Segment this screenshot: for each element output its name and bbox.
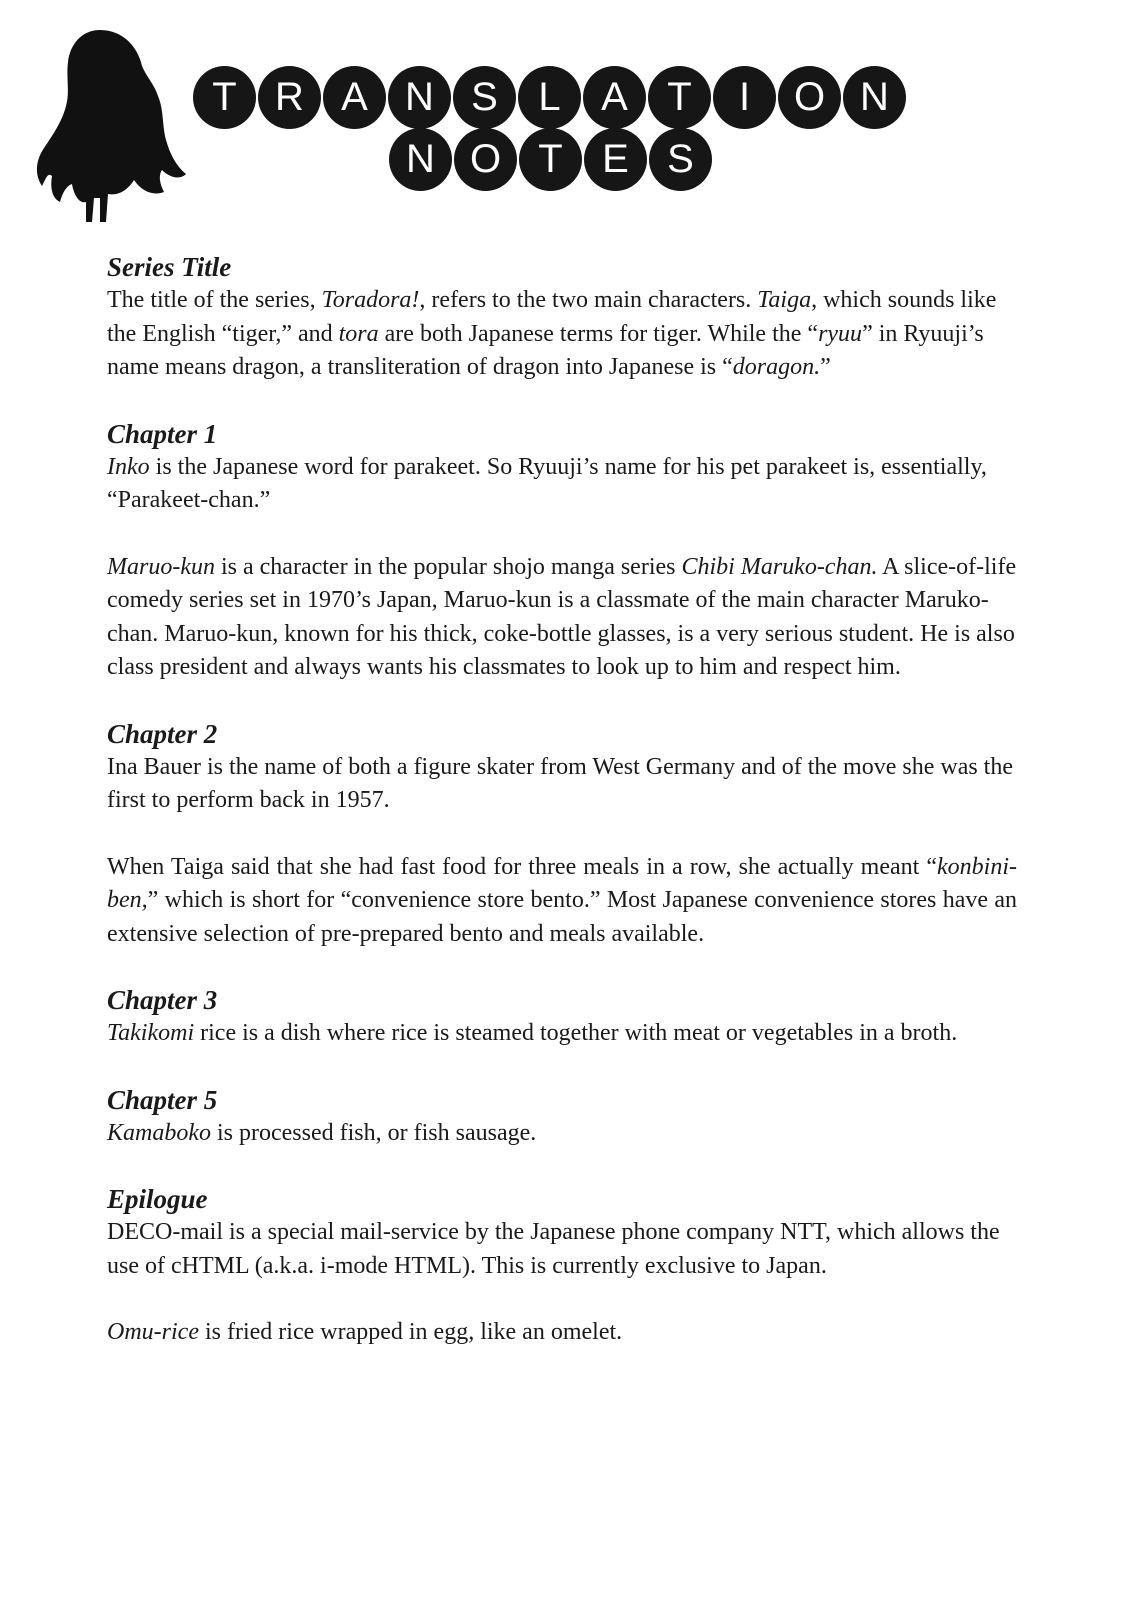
note-paragraph [107, 451, 1017, 518]
text-run: ” in Ryuuji’s name means dragon, a transliteration of dragon into Japanese is “ [107, 320, 984, 380]
note-section [107, 250, 1017, 385]
title-letter-circle: A [323, 66, 386, 129]
text-run: When Taiga said that she had fast food for three meals in a row, she actually meant “ [107, 853, 938, 880]
title-letter-circle: T [193, 66, 256, 129]
section-heading: Series Title [107, 252, 232, 282]
italic-term: Toradora! [321, 287, 420, 313]
text-run: are both Japanese terms for tiger. While the “ [378, 320, 819, 347]
text-run: ” [820, 354, 831, 380]
title-letter-circle: E [584, 128, 647, 191]
note-paragraph [107, 284, 1017, 385]
italic-term: Taiga, [757, 287, 818, 313]
note-section [107, 1083, 1017, 1151]
italic-term: Maruo-kun [107, 553, 215, 580]
title-letter-circle: R [258, 66, 321, 129]
note-paragraph [107, 1017, 1017, 1051]
title-letter-circle: N [389, 128, 452, 191]
notes-content [107, 250, 1017, 1382]
italic-term: ryuu [818, 320, 863, 347]
italic-term: Inko [107, 453, 150, 480]
italic-term: Takikomi [107, 1020, 195, 1046]
title-letter-circle: N [388, 66, 451, 129]
italic-term: Chibi Maruko-chan. [681, 553, 878, 580]
section-heading: Epilogue [107, 1184, 208, 1214]
title-letter-circle: O [778, 66, 841, 129]
section-heading: Chapter 2 [107, 718, 218, 749]
note-paragraph [107, 1316, 1017, 1350]
note-section [107, 983, 1017, 1051]
text-run: which sounds like the English “tiger,” and [107, 287, 997, 347]
italic-term: doragon. [732, 354, 821, 380]
title-letter-circle: O [454, 128, 517, 191]
title-letter-circle: T [648, 66, 711, 129]
title-letter-circle: I [713, 66, 776, 129]
italic-term: Kamaboko [107, 1119, 211, 1146]
text-run: is fried rice wrapped in egg, like an omelet. [198, 1319, 623, 1345]
italic-term: tora [338, 320, 379, 347]
note-section [107, 1182, 1017, 1350]
note-section [107, 417, 1017, 685]
italic-term: Omu-rice [107, 1319, 199, 1345]
italic-term: konbini-ben, [107, 853, 1017, 913]
note-paragraph [107, 551, 1017, 685]
title-notes [389, 128, 712, 191]
text-run: rice is a dish where rice is steamed together with meat or vegetables in a broth. [194, 1020, 958, 1046]
title-letter-circle: T [519, 128, 582, 191]
section-heading: Chapter 1 [107, 418, 218, 449]
text-run: A slice-of-life comedy series set in 1970’s Japan, Maruo-kun is a classmate of the main character Maruko-chan. Maruo-kun, known for his thick, coke-bottle glasses, is a very serious student. He is also class president and always wants his classmates to look up to him and respect him. [107, 553, 1017, 680]
title-letter-circle: L [518, 66, 581, 129]
text-run: is the Japanese word for parakeet. So Ryuuji’s name for his pet parakeet is, essentially, “Parakeet-chan.” [107, 453, 987, 513]
character-silhouette-icon [30, 26, 190, 222]
note-section [107, 717, 1017, 952]
text-run: is processed fish, or fish sausage. [211, 1119, 537, 1146]
section-heading: Chapter 5 [107, 1084, 218, 1115]
section-heading: Chapter 3 [107, 985, 218, 1015]
note-paragraph [107, 751, 1017, 818]
text-run: is a character in the popular shojo manga series [214, 553, 682, 580]
note-paragraph [107, 1117, 1017, 1151]
title-letter-circle: A [583, 66, 646, 129]
title-letter-circle: S [649, 128, 712, 191]
note-paragraph [107, 851, 1017, 952]
title-letter-circle: S [453, 66, 516, 129]
text-run: DECO-mail is a special mail-service by the Japanese phone company NTT, which allows the use of cHTML (a.k.a. i-mode HTML). This is currently exclusive to Japan. [107, 1219, 1000, 1279]
text-run: ” which is short for “convenience store bento.” Most Japanese convenience stores have an extensive selection of pre-prepared bento and meals available. [107, 887, 1017, 947]
text-run: The title of the series, [107, 287, 322, 313]
text-run: Ina Bauer is the name of both a figure skater from West Germany and of the move she was the first to perform back in 1957. [107, 753, 1013, 813]
title-translation [193, 66, 906, 129]
title-letter-circle: N [843, 66, 906, 129]
text-run: , refers to the two main characters. [419, 287, 758, 313]
note-paragraph [107, 1216, 1017, 1283]
